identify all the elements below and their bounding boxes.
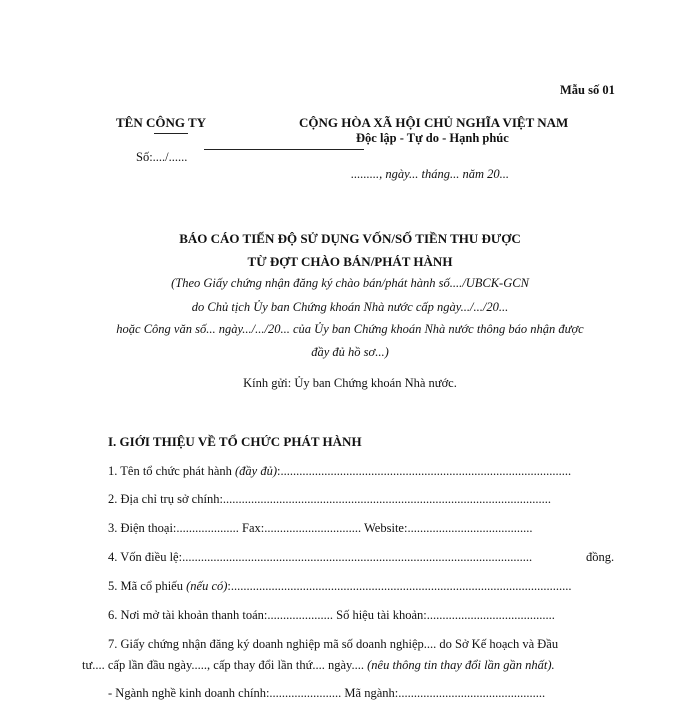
- document-number: Số:..../......: [136, 150, 188, 164]
- form-number: Mẫu số 01: [560, 83, 615, 97]
- item-4-text: 4. Vốn điều lệ:................................................................................................................: [108, 550, 533, 564]
- item-1-dots: :.............................................................................................: [277, 464, 572, 478]
- section-heading: I. GIỚI THIỆU VỀ TỔ CHỨC PHÁT HÀNH: [108, 434, 362, 449]
- company-name: TÊN CÔNG TY: [116, 115, 207, 130]
- item-1: [108, 464, 616, 479]
- item-2: 2. Địa chỉ trụ sở chính:.........................................................................................................: [108, 492, 552, 506]
- company-underline: [154, 133, 188, 134]
- subtitle-line3: hoặc Công văn số... ngày.../.../20... của Ủy ban Chứng khoán Nhà nước thông báo nhận được: [116, 322, 584, 336]
- motto-underline: [204, 149, 364, 150]
- item-1-note: (đầy đủ): [235, 464, 277, 478]
- item-4: [108, 550, 616, 565]
- subtitle-line1: (Theo Giấy chứng nhận đăng ký chào bán/phát hành số..../UBCK-GCN: [171, 276, 529, 290]
- recipient-line: Kính gửi: Ủy ban Chứng khoán Nhà nước.: [243, 376, 457, 390]
- item-5: [108, 579, 616, 594]
- item-7-line2-note: (nêu thông tin thay đổi lần gần nhất).: [367, 658, 555, 672]
- item-7-line2: [82, 658, 616, 673]
- report-title-line1: BÁO CÁO TIẾN ĐỘ SỬ DỤNG VỐN/SỐ TIỀN THU ĐƯỢC: [179, 231, 521, 246]
- republic-title: CỘNG HÒA XÃ HỘI CHỦ NGHĨA VIỆT NAM: [299, 115, 569, 130]
- item-5-note: (nếu có): [186, 579, 228, 593]
- subtitle-line4: đầy đủ hồ sơ...): [311, 345, 389, 359]
- item-1-label: 1. Tên tổ chức phát hành: [108, 464, 235, 478]
- item-5-label: 5. Mã cổ phiếu: [108, 579, 187, 593]
- item-7-line2-text: tư.... cấp lần đầu ngày....., cấp thay đổi lần thứ.... ngày....: [82, 658, 368, 672]
- report-title-line2: TỪ ĐỢT CHÀO BÁN/PHÁT HÀNH: [247, 254, 453, 269]
- item-5-dots: :.............................................................................................................: [227, 579, 572, 593]
- date-line: ........., ngày... tháng... năm 20...: [351, 167, 509, 181]
- item-7-line1: 7. Giấy chứng nhận đăng ký doanh nghiệp mã số doanh nghiệp.... do Sở Kế hoạch và Đầu: [108, 637, 559, 651]
- subtitle-line2: do Chủ tịch Ủy ban Chứng khoán Nhà nước cấp ngày.../.../20...: [191, 300, 509, 314]
- item-6: 6. Nơi mở tài khoản thanh toán:..................... Số hiệu tài khoản:.........................................: [108, 608, 555, 622]
- item-8: - Ngành nghề kinh doanh chính:....................... Mã ngành:...............................................: [108, 686, 546, 700]
- item-4-unit: đồng.: [586, 550, 615, 564]
- motto: Độc lập - Tự do - Hạnh phúc: [356, 131, 509, 145]
- item-3: 3. Điện thoại:.................... Fax:............................... Website:........................................: [108, 521, 533, 535]
